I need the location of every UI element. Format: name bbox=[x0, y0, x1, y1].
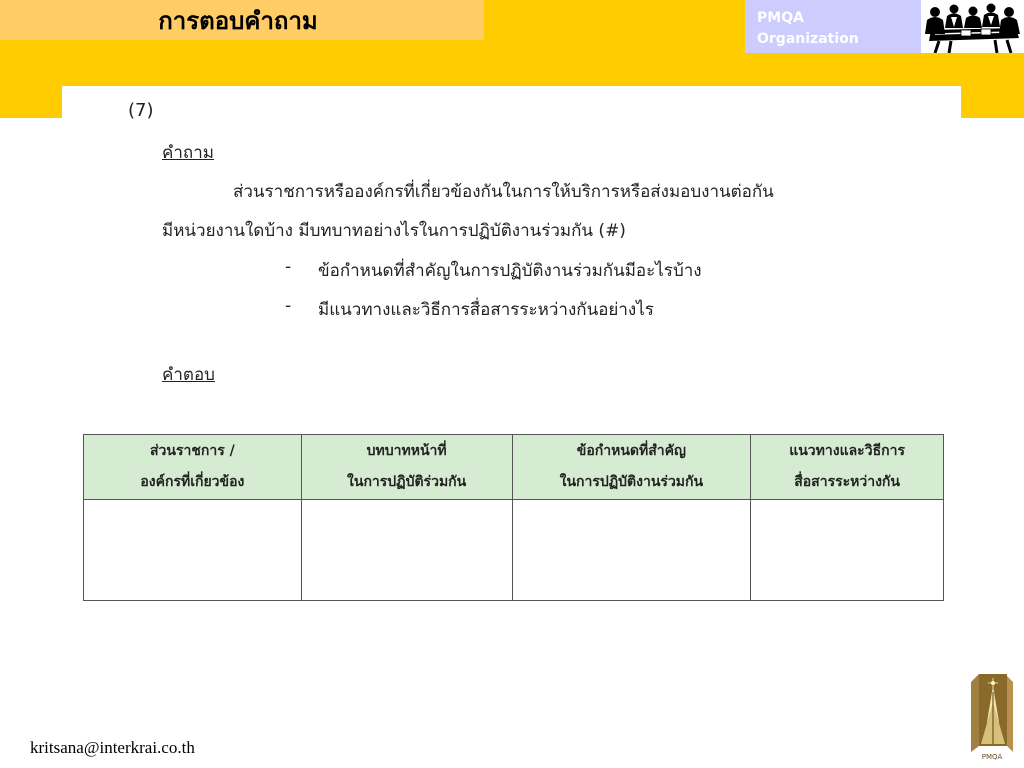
question-heading: คำถาม bbox=[162, 143, 214, 163]
question-line-2: มีหน่วยงานใดบ้าง มีบทบาทอย่างไรในการปฏิบัติงานร่วมกัน (#) bbox=[162, 221, 626, 241]
org-line-1: PMQA bbox=[757, 10, 804, 26]
title-bar bbox=[0, 0, 484, 40]
column-header-communication: แนวทางและวิธีการ สื่อสารระหว่างกัน bbox=[751, 435, 944, 500]
table-header-row bbox=[84, 435, 944, 500]
column-header-requirements: ข้อกำหนดที่สำคัญ ในการปฏิบัติงานร่วมกัน bbox=[512, 435, 751, 500]
table-cell[interactable] bbox=[512, 500, 751, 601]
question-line-1: ส่วนราชการหรือองค์กรที่เกี่ยวข้องกันในการให้บริการหรือส่งมอบงานต่อกัน bbox=[233, 182, 774, 202]
bullet-dash-1: - bbox=[285, 257, 292, 277]
question-number: (7) bbox=[128, 100, 154, 121]
footer-email: kritsana@interkrai.co.th bbox=[30, 738, 195, 757]
column-header-role: บทบาทหน้าที่ ในการปฏิบัติร่วมกัน bbox=[301, 435, 512, 500]
bullet-text-1: ข้อกำหนดที่สำคัญในการปฏิบัติงานร่วมกันมีอะไรบ้าง bbox=[318, 261, 702, 281]
meeting-people-icon bbox=[921, 0, 1024, 53]
table-row bbox=[84, 500, 944, 601]
bullet-dash-2: - bbox=[285, 296, 292, 316]
org-line-2: Organization bbox=[757, 31, 859, 47]
table-cell[interactable] bbox=[751, 500, 944, 601]
pmqa-logo-icon bbox=[967, 672, 1017, 762]
answer-heading: คำตอบ bbox=[162, 365, 215, 385]
org-label-box bbox=[745, 0, 921, 53]
page-title: การตอบคำถาม bbox=[158, 6, 318, 35]
table-cell[interactable] bbox=[84, 500, 302, 601]
logo-text: PMQA bbox=[981, 753, 1003, 761]
table-cell[interactable] bbox=[301, 500, 512, 601]
column-header-agency: ส่วนราชการ / องค์กรที่เกี่ยวข้อง bbox=[84, 435, 302, 500]
bullet-text-2: มีแนวทางและวิธีการสื่อสารระหว่างกันอย่างไร bbox=[318, 300, 654, 320]
answer-table bbox=[83, 434, 944, 601]
